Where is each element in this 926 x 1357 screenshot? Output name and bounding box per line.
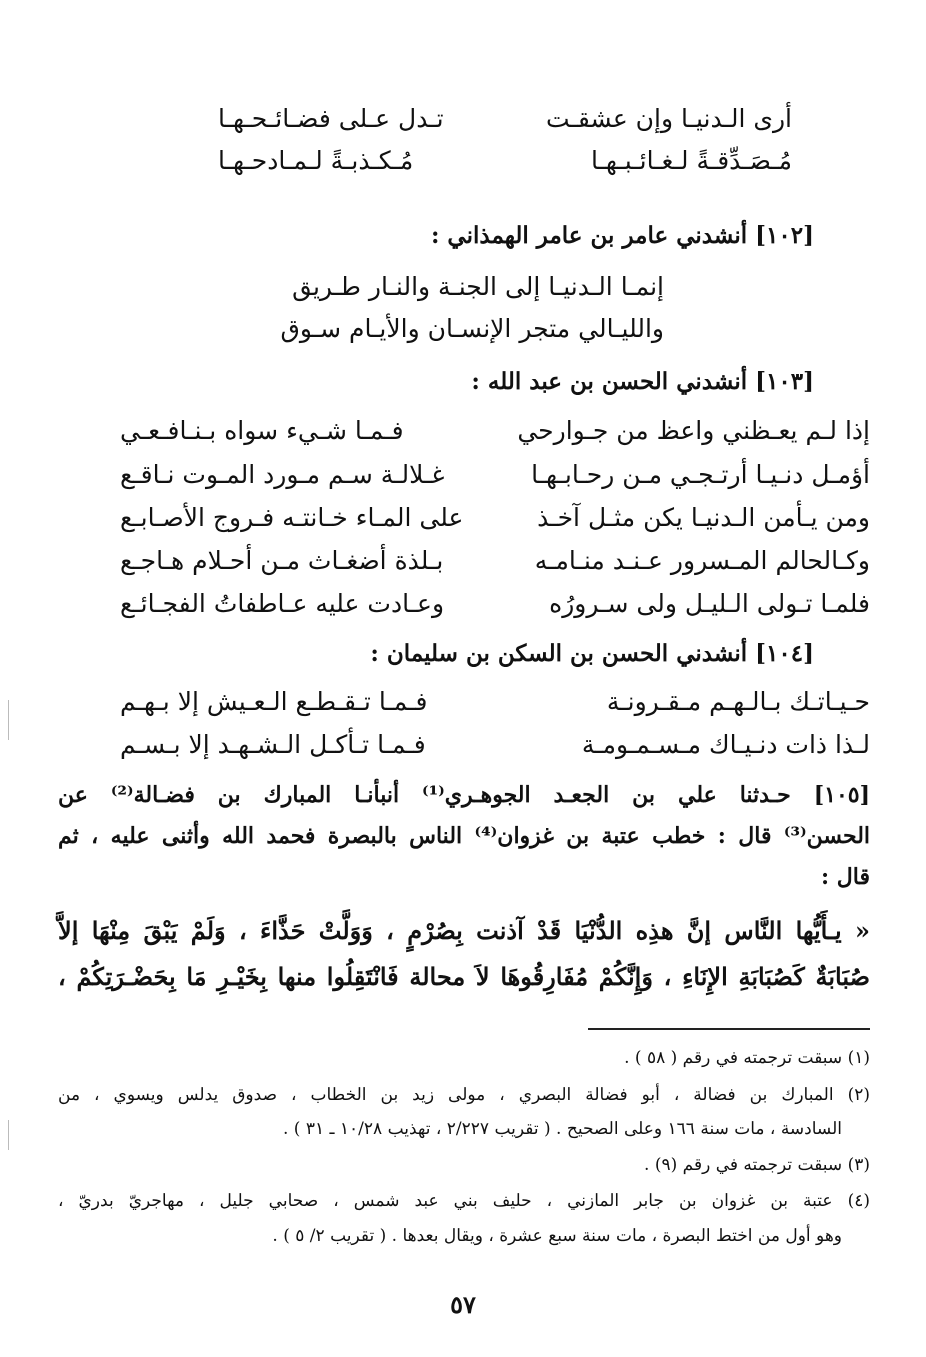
verse-1-second-hemistich: تـدل عـلى فضـائـحـهـا (218, 104, 444, 133)
page-number: ٥٧ (450, 1290, 476, 1319)
poem-103-line-1-first: إذا لـم يعـظني واعظ من جـوارحي (517, 416, 870, 445)
footnote-2-line-1: (٢) المبارك بن فضالة ، أبو فضالة البصري ، مولى زيد بن الخطاب ، صدوق يدلس ويسوي ، من (58, 1085, 870, 1105)
verse-2-first-hemistich: مُـصَـدِّقـةً لـغـائـبـهـا (590, 146, 792, 175)
entry-104-heading: [١٠٤] أنشدني الحسن بن السكن بن سليمان : (370, 640, 814, 667)
poem-103-line-3-first: ومن يـأمن الـدنيـا يكن مثـل آخـذ (537, 503, 870, 532)
poem-104-line-1-first: حـيـاتـك بـالـهـم مـقـرونـة (606, 687, 870, 716)
poem-102-line-2: والليـالي متجر الإنسـان والأيـام سـوق (280, 314, 664, 343)
poem-103-line-5-second: وعـادت عليه عـاطفاتُ الفجـائـع (120, 589, 445, 618)
poem-103-line-4-second: بـلذة أضغـاث مـن أحـلام هـاجـع (120, 546, 444, 575)
footnote-4-line-1: (٤) عتبة بن غزوان بن جابر المازني ، حليف بني عبد شمس ، صحابي جليل ، مهاجريّ بدريّ ، (58, 1191, 870, 1211)
poem-103-line-5-first: فلمـا تـولى الـليـل ولى سـرورُه (549, 589, 870, 618)
scan-edge-mark (8, 1120, 9, 1150)
entry-102-heading: [١٠٢] أنشدني عامر بن عامر الهمذاني : (430, 222, 814, 249)
footnote-2-line-2: السادسة ، مات سنة ١٦٦ وعلى الصحيح . ( تقريب ٢/٢٢٧ ، تهذيب ١٠/٢٨ ـ ٣١ ) . (283, 1119, 842, 1139)
entry-103-heading: [١٠٣] أنشدني الحسن بن عبد الله : (471, 368, 814, 395)
footnote-3: (٣) سبقت ترجمته في رقم (٩) . (644, 1155, 870, 1175)
hadith-line-2: صُبَابَةٌ كَصُبَابَةِ الإِنَاءِ ، وَإِنَّكُمْ مُفَارِقُوهَا لاَ محالة فَانْتَقِلُوا منها بِخَيْـرِ مَا بِحَضْـرَتِكُمْ ، (58, 962, 870, 991)
poem-103-line-2-second: غـلالـة سـم مـورد المـوت نـاقـع (120, 460, 445, 489)
scan-edge-mark (8, 700, 9, 740)
verse-2-second-hemistich: مُـكـذبـةً لـمـادحـهـا (218, 146, 414, 175)
footnote-separator (588, 1028, 870, 1030)
poem-103-line-2-first: أؤمـل دنـيـا أرتـجـي مـن رحـابـهـا (531, 460, 870, 489)
entry-105-line-3: قال : (821, 864, 870, 890)
poem-103-line-3-second: على المـاء خـانتـه فـروج الأصـابـع (120, 503, 464, 532)
poem-103-line-4-first: وكـالحالم المـسرور عـنـد منـامـه (534, 546, 870, 575)
poem-102-line-1: إنمـا الـدنيـا إلى الجنـة والنـار طـريق (292, 272, 664, 301)
poem-103-line-1-second: فـمـا شـيء سواه بـنـافـعـي (120, 416, 404, 445)
footnote-1: (١) سبقت ترجمته في رقم ( ٥٨ ) . (624, 1048, 870, 1068)
poem-104-line-2-first: لـذا ذات دنـيـاك مـسـمـومـة (581, 730, 870, 759)
entry-105-line-2: الحسن⁽³⁾ قال : خطب عتبة بن غزوان⁽⁴⁾ الناس بالبصرة فحمد الله وأثنى عليه ، ثم (58, 823, 871, 849)
verse-1-first-hemistich: أرى الـدنيـا وإن عشقـت (546, 104, 792, 133)
poem-104-line-2-second: فـمـا تـأكـل الـشـهـد إلا بـسـم (120, 730, 426, 759)
footnote-4-line-2: وهو أول من اختط البصرة ، مات سنة سبع عشرة ، ويقال بعدها . ( تقريب ٢/ ٥ ) . (272, 1226, 842, 1246)
hadith-line-1: « يـأَيُّها النَّاس إنَّ هذِه الدُّنْيَا قَدْ آذنت بِصُرْمٍ ، وَوَلَّتْ حَذَّاءَ ، وَلَمْ يَبْقَ مِنْهَا إلاَّ (58, 916, 870, 945)
poem-104-line-1-second: فـمـا تـقـطـع الـعـيش إلا بـهـم (120, 687, 428, 716)
entry-105-line-1: [١٠٥] حـدثنا علي بن الجعـد الجوهـري⁽¹⁾ أنبأنـا المبارك بن فضـالة⁽²⁾ عن (58, 782, 870, 808)
